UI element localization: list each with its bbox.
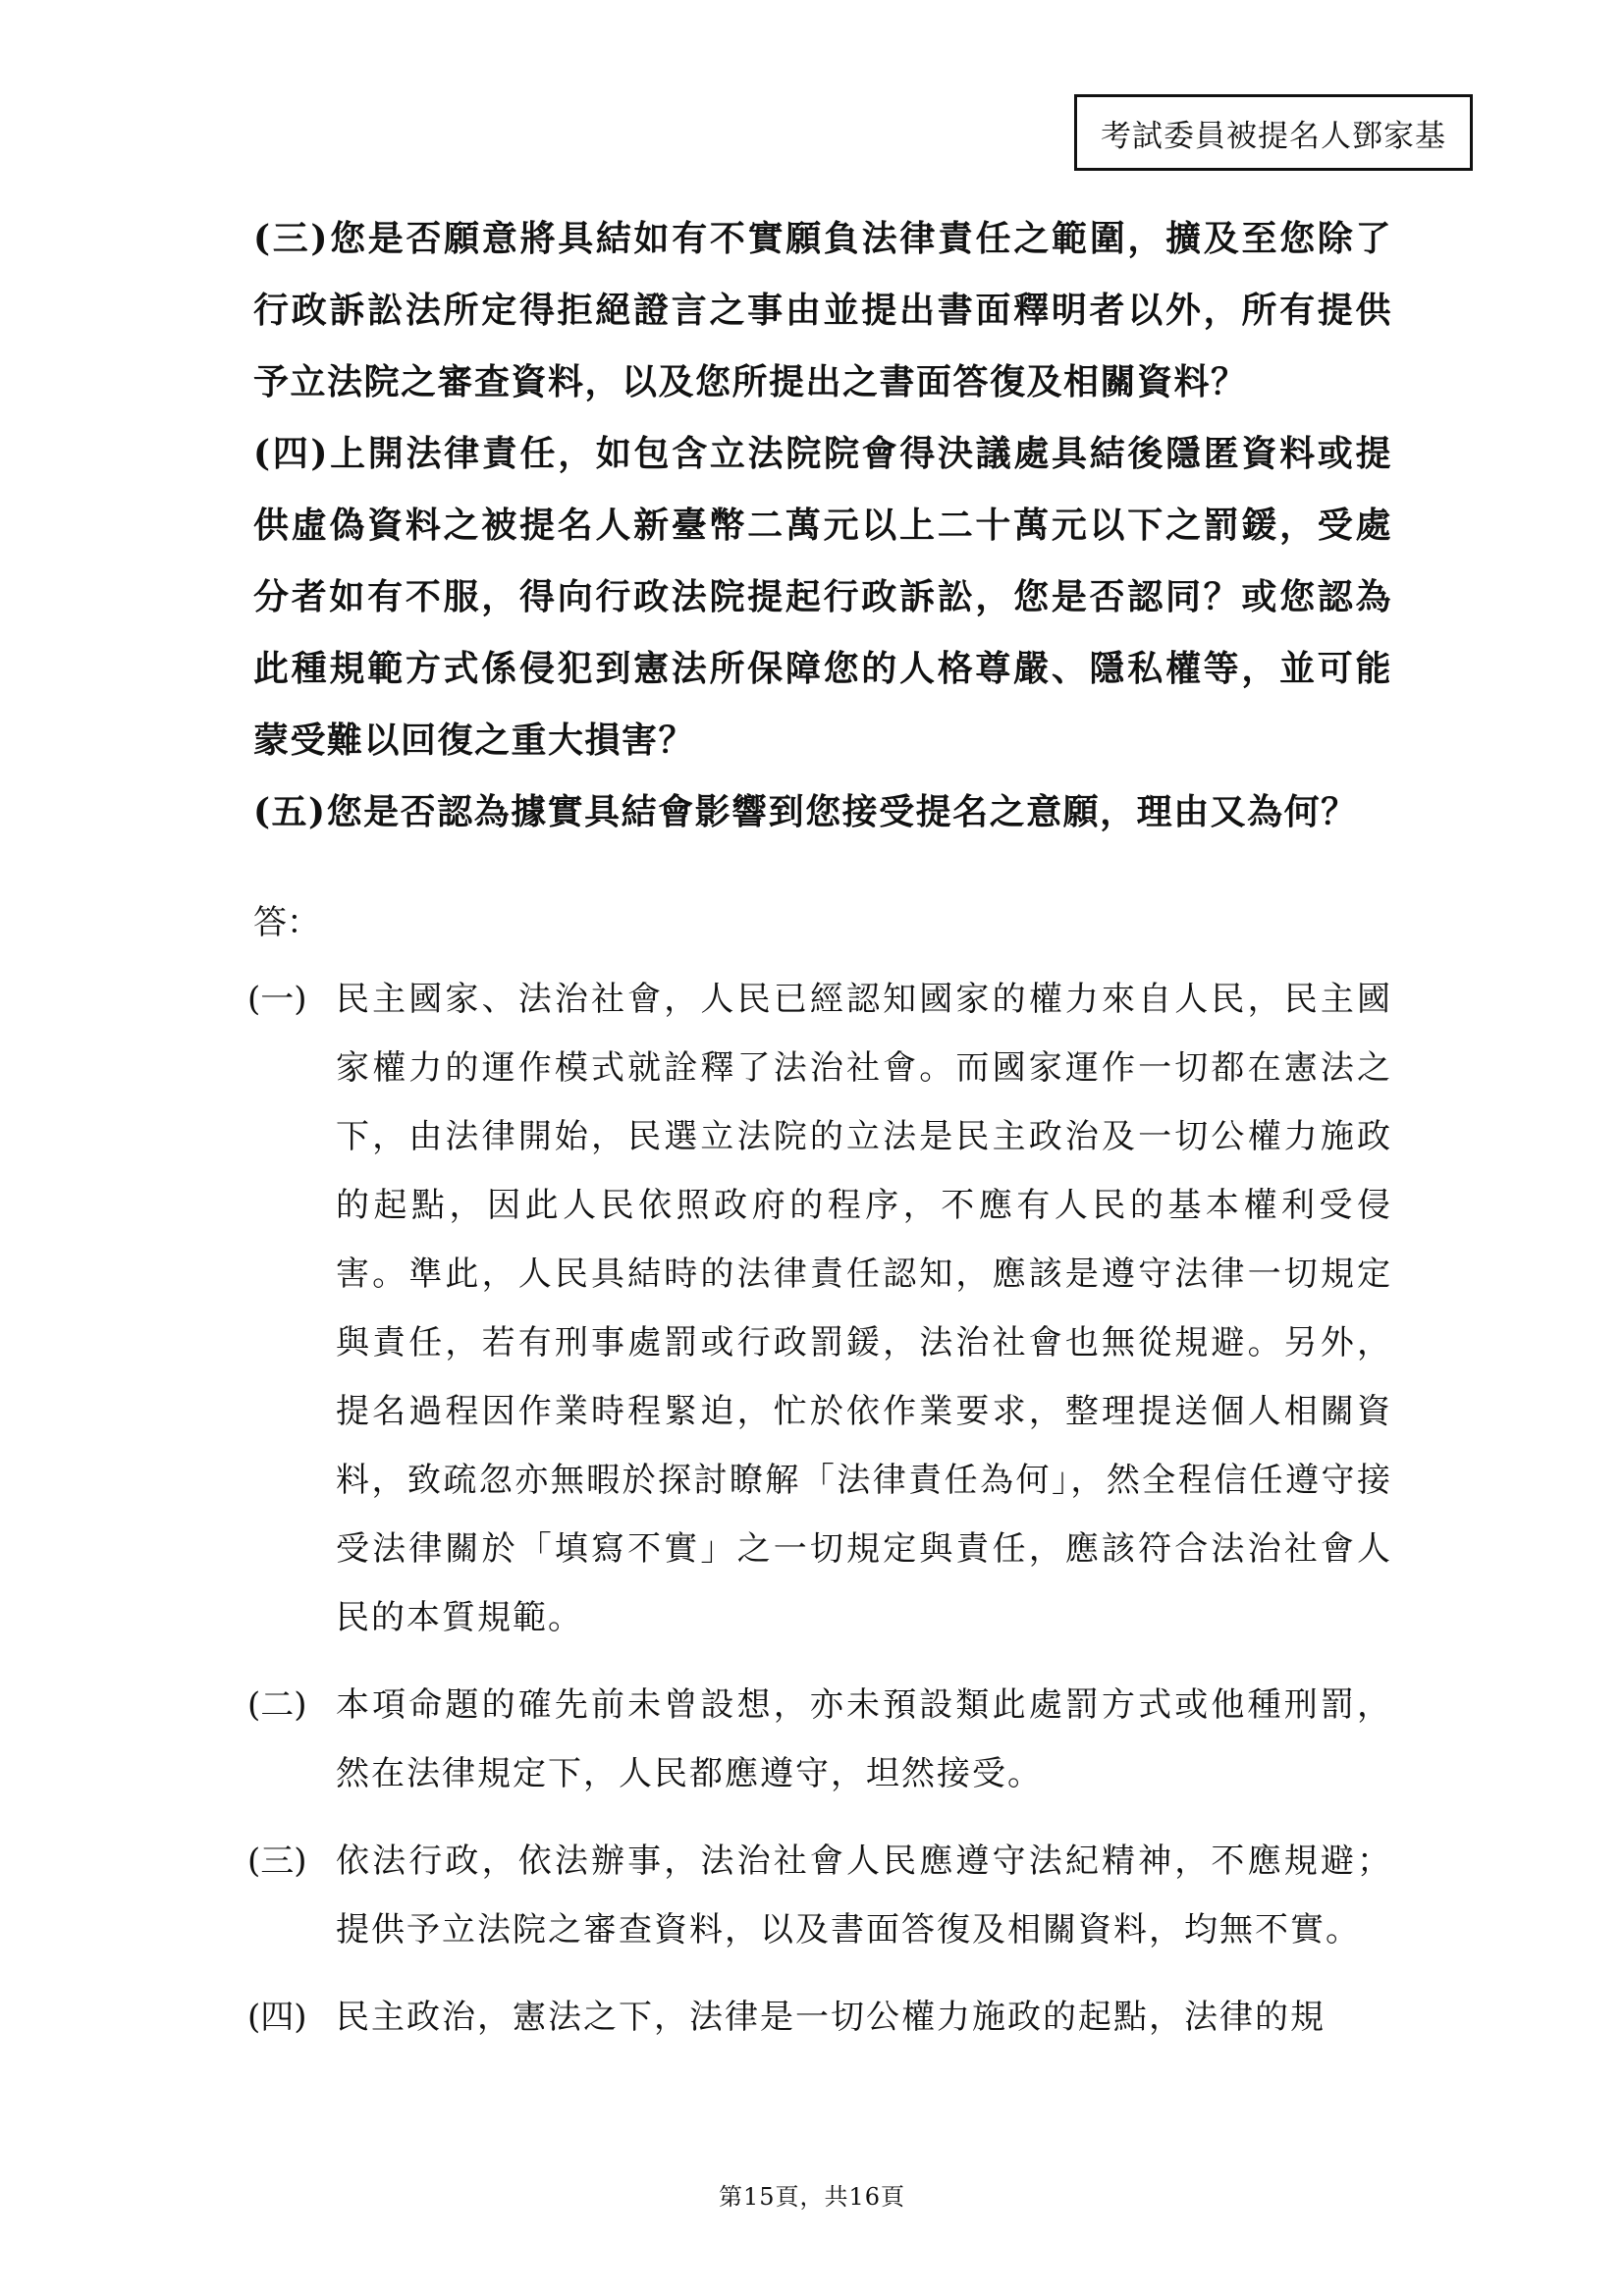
- document-header-label: 考試委員被提名人鄧家基: [1074, 94, 1473, 171]
- question-5: (五)您是否認為據實具結會影響到您接受提名之意願，理由又為何？: [253, 791, 1358, 832]
- answer-item-2: [247, 1671, 1392, 1808]
- answer-text: 依法行政，依法辦事，法治社會人民應遵守法紀精神，不應規避；提供予立法院之審查資料，以及書面答復及相關資料，均無不實。: [336, 1842, 1392, 1949]
- answer-marker: (一): [247, 980, 307, 1019]
- page-number-footer: 第15頁，共16頁: [718, 2183, 906, 2211]
- answer-marker: (二): [247, 1685, 307, 1725]
- answer-text: 民主國家、法治社會，人民已經認知國家的權力來自人民，民主國家權力的運作模式就詮釋了法治社會。而國家運作一切都在憲法之下，由法律開始，民選立法院的立法是民主政治及一切公權力施政的起點，因此人民依照政府的程序，不應有人民的基本權利受侵害。準此，人民具結時的法律責任認知，應該是遵守法律一切規定與責任，若有刑事處罰或行政罰鍰，法治社會也無從規避。另外，提名過程因作業時程緊迫，忙於依作業要求，整理提送個人相關資料，致疏忽亦無暇於探討瞭解「法律責任為何」，然全程信任遵守接受法律關於「填寫不實」之一切規定與責任，應該符合法治社會人民的本質規範。: [336, 980, 1392, 1637]
- question-3: (三)您是否願意將具結如有不實願負法律責任之範圍，擴及至您除了行政訴訟法所定得拒絕證言之事由並提出書面釋明者以外，所有提供予立法院之審查資料，以及您所提出之書面答復及相關資料？: [253, 218, 1392, 402]
- answer-text: 民主政治，憲法之下，法律是一切公權力施政的起點，法律的規: [336, 1998, 1326, 2037]
- question-4: (四)上開法律責任，如包含立法院院會得決議處具結後隱匿資料或提供虛偽資料之被提名人新臺幣二萬元以上二十萬元以下之罰鍰，受處分者如有不服，得向行政法院提起行政訴訟，您是否認同？或您認為此種規範方式係侵犯到憲法所保障您的人格尊嚴、隱私權等，並可能蒙受難以回復之重大損害？: [253, 433, 1392, 761]
- questions-section: [253, 203, 1392, 848]
- answer-marker: (三): [247, 1842, 307, 1881]
- answer-marker: (四): [247, 1998, 307, 2037]
- answer-label: 答：: [253, 903, 320, 942]
- answer-text: 本項命題的確先前未曾設想，亦未預設類此處罰方式或他種刑罰，然在法律規定下，人民都應遵守，坦然接受。: [336, 1685, 1392, 1793]
- answers-section: [247, 965, 1392, 2052]
- answer-item-3: [247, 1827, 1392, 1964]
- answer-item-1: [247, 965, 1392, 1652]
- answer-item-4: [247, 1983, 1392, 2052]
